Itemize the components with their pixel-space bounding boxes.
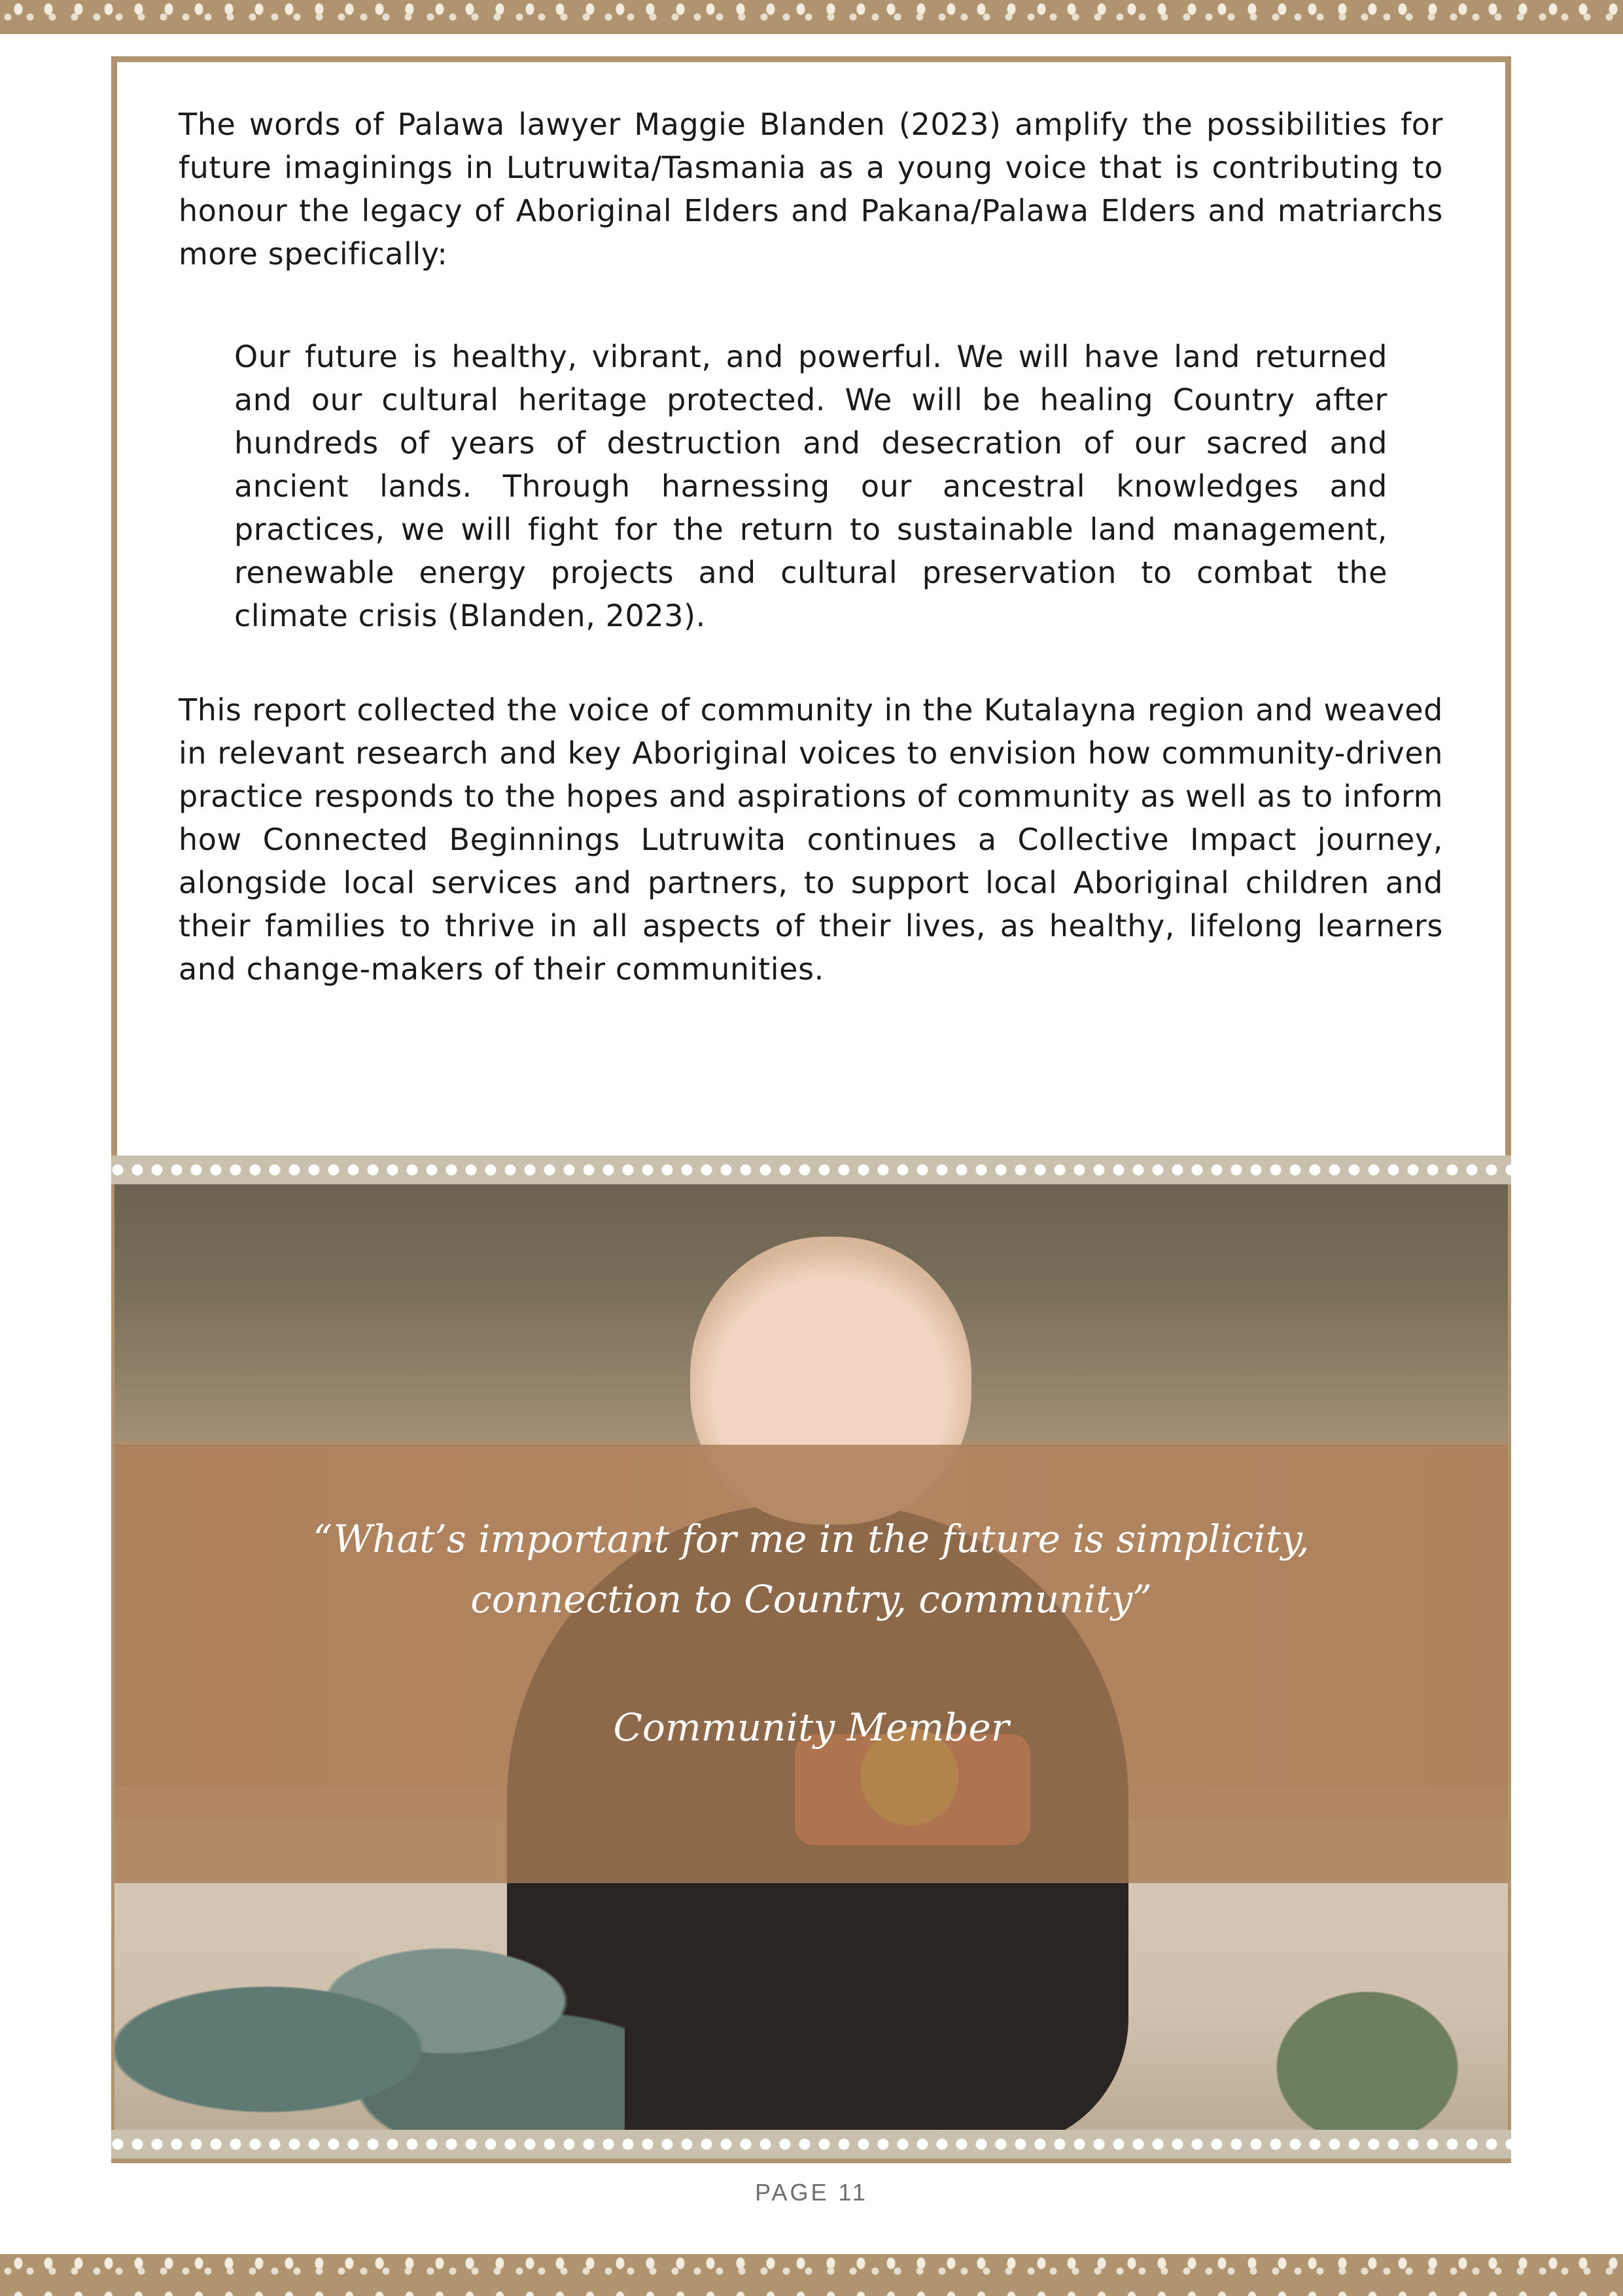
quote-overlay [114,1445,1508,1883]
bottom-decorative-border [0,2254,1623,2296]
summary-paragraph: This report collected the voice of community in the Kutalayna region and weaved in relevant research and key Aboriginal voices to envision how community-driven practice responds to the hopes and aspirations of community as well as to inform how Connected Beginnings Lutruwita continues a Collective Impact journey, alongside local services and partners, to support local Aboriginal children and their families to thrive in all aspects of their lives, as healthy, lifelong learners and change-makers of their communities. [179,692,1443,987]
top-decorative-border [0,0,1623,34]
photo-torn-edge-bottom [111,2130,1511,2159]
photo-torn-edge-top [111,1156,1511,1184]
photo-shrub [1227,1950,1508,2146]
intro-paragraph: The words of Palawa lawyer Maggie Blanden (2023) amplify the possibilities for future imaginings in Lutruwita/Tasmania as a young voice that is contributing to honour the legacy of Aboriginal Elders and Pakana/Palawa Elders and matriarchs more specifically: [179,107,1443,272]
feature-quote-text: “What’s important for me in the future is simplicity, connection to Country, community” [313,1517,1310,1621]
photo-eucalyptus-leaves [114,1904,625,2146]
page-number: PAGE 11 [755,2179,868,2206]
block-quote: Our future is healthy, vibrant, and powerful. We will have land returned and our cultural heritage protected. We will be healing Country after hundreds of years of destruction and desecration of our sacred and ancient lands. Through harnessing our ancestral knowledges and practices, we will fight for the return to sustainable land management, renewable energy projects and cultural preservation to combat the climate crisis (Blanden, 2023). [234,339,1387,633]
feature-quote-attribution: Community Member [613,1705,1009,1750]
